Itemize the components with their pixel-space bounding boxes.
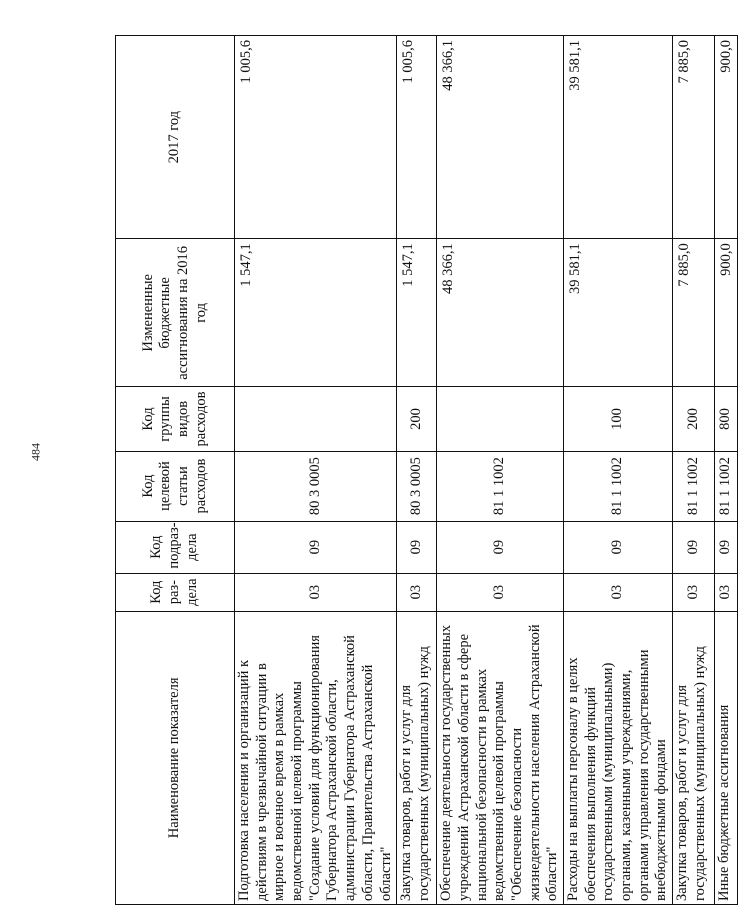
- row-section-code: 03: [564, 573, 673, 611]
- table-header-row: [116, 36, 235, 905]
- header-2017: 2017 год: [116, 36, 235, 239]
- row-value-2017: 1 005,6: [397, 36, 437, 239]
- row-changed-2016: 48 366,1: [437, 239, 564, 387]
- row-name: Обеспечение деятельности государственных учреждений Астраханской области в сфере национальной безопасности в рамках ведомственной целевой программы "Обеспечение безопасности жизнедеятельности населения Астраханской области": [437, 611, 564, 904]
- header-expense-group-code: Код группы видов расходов: [116, 387, 235, 451]
- row-expense-group-code: 800: [715, 387, 738, 451]
- row-subsection-code: 09: [673, 521, 715, 573]
- row-name: Расходы на выплаты персоналу в целях обеспечения выполнения функций государственными (муниципальными) органами, казенными учреждениями, органами управления государственными внебюджетными фондами: [564, 611, 673, 904]
- row-name: Иные бюджетные ассигнования: [715, 611, 738, 904]
- row-section-code: 03: [715, 573, 738, 611]
- table-row: [235, 36, 397, 905]
- row-expense-group-code: 100: [564, 387, 673, 451]
- page-number: 484: [28, 443, 43, 461]
- row-changed-2016: 39 581,1: [564, 239, 673, 387]
- row-changed-2016: 1 547,1: [235, 239, 397, 387]
- rotated-table-wrapper: [115, 35, 735, 905]
- row-name: Подготовка населения и организаций к действиям в чрезвычайной ситуации в мирное и военное время в рамках ведомственной целевой программы "Создание условий для функционирования Губернатора Астраханской области, администрации Губернатора Астраханской области, Правительства Астраханской области": [235, 611, 397, 904]
- row-value-2017: 48 366,1: [437, 36, 564, 239]
- row-subsection-code: 09: [715, 521, 738, 573]
- table-row: [715, 36, 738, 905]
- row-expense-group-code: [235, 387, 397, 451]
- row-value-2017: 1 005,6: [235, 36, 397, 239]
- header-name: Наименование показателя: [116, 611, 235, 904]
- row-name: Закупка товаров, работ и услуг для государственных (муниципальных) нужд: [397, 611, 437, 904]
- row-expense-group-code: 200: [397, 387, 437, 451]
- row-subsection-code: 09: [235, 521, 397, 573]
- row-target-code: 81 1 1002: [437, 451, 564, 521]
- budget-table: [115, 35, 738, 905]
- row-target-code: 80 3 0005: [235, 451, 397, 521]
- header-changed-allocations-2016: Измененные бюджетные ассигнования на 2016 год: [116, 239, 235, 387]
- row-target-code: 81 1 1002: [715, 451, 738, 521]
- row-subsection-code: 09: [397, 521, 437, 573]
- table-row: [673, 36, 715, 905]
- header-target-code: Код целевой статьи расходов: [116, 451, 235, 521]
- row-target-code: 81 1 1002: [673, 451, 715, 521]
- row-target-code: 81 1 1002: [564, 451, 673, 521]
- row-value-2017: 900,0: [715, 36, 738, 239]
- row-expense-group-code: [437, 387, 564, 451]
- row-name: Закупка товаров, работ и услуг для государственных (муниципальных) нужд: [673, 611, 715, 904]
- header-section-code: Код раз-дела: [116, 573, 235, 611]
- row-section-code: 03: [437, 573, 564, 611]
- row-value-2017: 39 581,1: [564, 36, 673, 239]
- row-subsection-code: 09: [564, 521, 673, 573]
- row-section-code: 03: [235, 573, 397, 611]
- row-section-code: 03: [397, 573, 437, 611]
- row-changed-2016: 900,0: [715, 239, 738, 387]
- row-subsection-code: 09: [437, 521, 564, 573]
- row-changed-2016: 7 885,0: [673, 239, 715, 387]
- row-section-code: 03: [673, 573, 715, 611]
- row-target-code: 80 3 0005: [397, 451, 437, 521]
- table-row: [397, 36, 437, 905]
- row-expense-group-code: 200: [673, 387, 715, 451]
- row-value-2017: 7 885,0: [673, 36, 715, 239]
- table-row: [564, 36, 673, 905]
- header-subsection-code: Код подраз-дела: [116, 521, 235, 573]
- row-changed-2016: 1 547,1: [397, 239, 437, 387]
- table-row: [437, 36, 564, 905]
